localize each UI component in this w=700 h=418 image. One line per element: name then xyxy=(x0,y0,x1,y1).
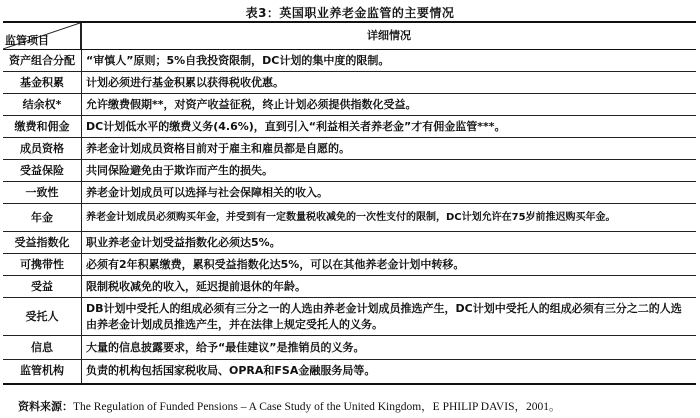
table-row xyxy=(3,360,696,384)
row-item: 一致性 xyxy=(3,182,82,204)
row-detail: 必须有2年积累缴费，累积受益指数化达5%，可以在其他养老金计划中转移。 xyxy=(82,254,697,276)
row-item: 年金 xyxy=(3,204,82,232)
row-detail: 大量的信息披露要求，给予“最佳建议”是推销员的义务。 xyxy=(82,336,697,360)
row-detail: 计划必须进行基金积累以获得税收优惠。 xyxy=(82,72,697,94)
row-item: 可携带性 xyxy=(3,254,82,276)
row-item: 资产组合分配 xyxy=(3,50,82,72)
table-row xyxy=(3,116,696,138)
row-detail: 共同保险避免由于欺诈而产生的损失。 xyxy=(82,160,697,182)
row-detail: 限制税收减免的收入，延迟提前退休的年龄。 xyxy=(82,276,697,298)
row-item: 缴费和佣金 xyxy=(3,116,82,138)
row-item: 监管机构 xyxy=(3,360,82,384)
regulation-table xyxy=(3,21,696,385)
table-row xyxy=(3,232,696,254)
source-label: 资料来源： xyxy=(18,400,73,413)
row-detail: 职业养老金计划受益指数化必须达5%。 xyxy=(82,232,697,254)
row-item: 成员资格 xyxy=(3,138,82,160)
table-title: 表3：英国职业养老金监管的主要情况 xyxy=(245,6,455,20)
row-detail: 养老金计划成员必须购买年金，并受到有一定数量税收减免的一次性支付的限制，DC计划允许在75岁前推迟购买年金。 xyxy=(82,204,697,232)
row-detail: 养老金计划成员可以选择与社会保障相关的收入。 xyxy=(82,182,697,204)
row-item: 基金积累 xyxy=(3,72,82,94)
row-detail: 负责的机构包括国家税收局、OPRA和FSA金融服务局等。 xyxy=(82,360,697,384)
table-row xyxy=(3,254,696,276)
table-header-row xyxy=(3,22,696,50)
row-detail: DB计划中受托人的组成必须有三分之一的人选由养老金计划成员推选产生，DC计划中受托人的组成必须有三分之二的人选由养老金计划成员推选产生，并在法律上规定受托人的义务。 xyxy=(82,298,697,336)
row-item: 受益 xyxy=(3,276,82,298)
row-item: 受益保险 xyxy=(3,160,82,182)
row-item: 受托人 xyxy=(3,298,82,336)
table-row xyxy=(3,298,696,336)
row-detail: DC计划低水平的缴费义务(4.6%)，直到引入“利益相关者养老金”才有佣金监管***。 xyxy=(82,116,697,138)
table-row xyxy=(3,182,696,204)
row-detail: 允许缴费假期**，对资产收益征税，终止计划必须提供指数化受益。 xyxy=(82,94,697,116)
header-detail-label: 详细情况 xyxy=(82,22,697,50)
table-row xyxy=(3,204,696,232)
row-detail: “审慎人”原则；5%自我投资限制，DC计划的集中度的限制。 xyxy=(82,50,697,72)
table-row xyxy=(3,276,696,298)
table-row xyxy=(3,160,696,182)
source-text: The Regulation of Funded Pensions – A Case Study of the United Kingdom，E PHILIP DAVIS，2001。 xyxy=(73,401,561,413)
table-row xyxy=(3,50,696,72)
header-item-cell xyxy=(3,22,82,50)
table-row xyxy=(3,336,696,360)
table-row xyxy=(3,94,696,116)
table-row xyxy=(3,138,696,160)
row-item: 结余权* xyxy=(3,94,82,116)
table-row xyxy=(3,72,696,94)
row-detail: 养老金计划成员资格目前对于雇主和雇员都是自愿的。 xyxy=(82,138,697,160)
header-item-label: 监管项目 xyxy=(5,34,49,47)
row-item: 受益指数化 xyxy=(3,232,82,254)
source-note xyxy=(18,398,560,414)
row-item: 信息 xyxy=(3,336,82,360)
